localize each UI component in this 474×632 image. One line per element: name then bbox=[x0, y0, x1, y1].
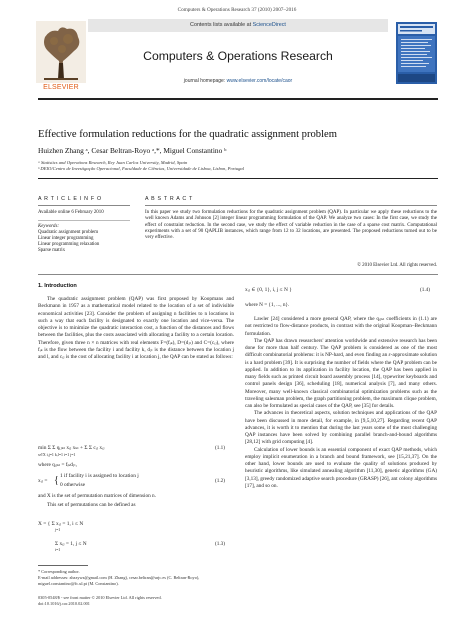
elsevier-wordmark: ELSEVIER bbox=[43, 84, 79, 91]
section-heading-introduction: 1. Introduction bbox=[38, 283, 77, 289]
sciencedirect-link[interactable]: ScienceDirect bbox=[252, 22, 286, 28]
keyword-item: Sparse matrix bbox=[38, 248, 66, 253]
email-addresses-note: E-mail addresses: zhzzywz@gmail.com (H. Zhang), cesar.beltran@urjc.es (C. Beltran-Royo), miguel.constantino@fc.ul.pt (M. Constantino). bbox=[38, 575, 200, 586]
paragraph-text: Calculation of lower bounds is an essential component of exact QAP methods, which employ implicit enumeration in a branch and bound framework, see [15,21,37]. On the other hand, lower bounds are used to evaluate the quality of solutions produced by heuristic algorithms, like simulated annealing algorithm [11,30], genetic algorithms (GA) [3,13], greedy randomized adaptive search procedure (GRASP) [26], ant colony algorithms [17], and so on. bbox=[245, 446, 438, 489]
abstract-copyright: © 2010 Elsevier Ltd. All rights reserved. bbox=[357, 263, 437, 268]
equation-number: (1.3) bbox=[215, 541, 225, 547]
where-q-definition: where qᵢⱼₖₗ = fᵢₖdⱼₗ, bbox=[38, 462, 77, 468]
equation-1-3-subscript: i=1 bbox=[55, 548, 61, 552]
article-info-heading: A R T I C L E I N F O bbox=[38, 196, 102, 202]
article-history-rule bbox=[38, 220, 130, 221]
affiliation-b: ᵇ DEIO/Centro de Investigação Operacional, Faculdade de Ciências, Universidade de Lisboa, Lisbon, Portugal bbox=[38, 166, 244, 171]
journal-title[interactable]: Computers & Operations Research bbox=[143, 49, 333, 63]
permutation-set-text: and X is the set of permutation matrices of dimension n. bbox=[38, 493, 156, 499]
corresponding-author-note: * Corresponding author. bbox=[38, 569, 80, 574]
right-paragraphs bbox=[245, 316, 437, 490]
intro-paragraph-1 bbox=[38, 296, 234, 361]
intro-paragraph-text: The quadratic assignment problem (QAP) was first proposed by Koopmans and Beckmann in 1957 as a mathematical model related to the location of a set of indivisible economical activities [23]. Consider the problem of assigning n facilities to n locations in such a way that each facility is designated to exactly one location and vice-versa. The objective is to minimize the quadratic interaction cost, a function of the distances and flows between the facilities, plus the costs associated with allocating a facility to a certain location. Therefore, given three n × n matrices with real elements F=(fᵢₖ), D=(dⱼₗ) and C=(cᵢⱼ), where fᵢₖ is the flow between the facility i and facility k, dⱼₗ is the distance between the location j and l, and cᵢⱼ is the cost of allocating facility i at location j, the QAP can be stated as follows: bbox=[38, 296, 234, 360]
title-block-rule bbox=[38, 178, 438, 179]
equation-1-3-row-1: X = { Σ xᵢⱼ = 1, i ≤ N bbox=[38, 521, 84, 527]
equation-1-4: xᵢⱼ ∈ {0, 1}, i, j ≤ N } bbox=[245, 287, 292, 293]
abstract-rule bbox=[145, 205, 437, 206]
equation-number: (1.1) bbox=[215, 445, 225, 451]
article-info-rule bbox=[38, 205, 130, 206]
abstract-bottom-rule bbox=[38, 274, 438, 275]
issn-line: 0305-0548/$ - see front matter © 2010 Elsevier Ltd. All rights reserved. bbox=[38, 595, 162, 600]
affiliation-a: ᵃ Statistics and Operations Research, Rey Juan Carlos University, Madrid, Spain bbox=[38, 160, 188, 165]
x-definition-lhs: xᵢⱼ = bbox=[38, 478, 48, 484]
footnote-rule bbox=[38, 565, 88, 566]
x-definition-case-1: 1 if facility i is assigned to location j bbox=[60, 473, 139, 479]
contents-bar bbox=[88, 19, 388, 32]
abstract-text: In this paper we study two formulation reductions for the quadratic assignment problem (QAP). In particular we apply these reductions to the well known Adams and Johnson [2] integer linear programming formulation of the QAP. We analyze two cases: In the first case, we study the effect of constraint reduction. In the second case, we study the effect of variable reduction in the case of a sparse cost matrix. Computational experiments with a set of 90 QAPLIB instances, which range from 12 to 32 locations, are presented. The proposed reductions turned out to be very effective. bbox=[145, 210, 437, 241]
keyword-item: Linear integer programming bbox=[38, 236, 94, 241]
keywords-label: Keywords: bbox=[38, 224, 60, 229]
running-head: Computers & Operations Research 37 (2010) 2007–2016 bbox=[177, 7, 297, 13]
homepage-prefix: journal homepage: bbox=[183, 78, 227, 84]
equation-1-1: min Σ Σ qᵢⱼₖₗ xᵢⱼ xₖₗ + Σ Σ cᵢⱼ xᵢⱼ bbox=[38, 445, 105, 451]
equation-1-3-row-2: Σ xᵢⱼ = 1, j ≤ N bbox=[55, 541, 87, 547]
where-n-definition: where N = {1, ..., n}. bbox=[245, 302, 290, 308]
journal-cover-image bbox=[396, 22, 437, 84]
journal-homepage bbox=[88, 78, 388, 84]
keyword-item: Linear programming relaxation bbox=[38, 242, 100, 247]
doi-line[interactable]: doi:10.1016/j.cor.2010.02.001 bbox=[38, 601, 90, 606]
equation-number: (1.4) bbox=[420, 287, 430, 293]
paragraph-text: The QAP has drawn researchers' attention worldwide and extensive research has been done for more than half century. The QAP problem is considered as one of the most difficult combinatorial problems: it is NP-hard, and even finding an ε-approximate solution is a hard problem [39]. It is surprising the number of fields where the QAP problem can be applied. In addition to its application in facility location, the QAP has been applied in many fields such as printed circuit board assembly process [14], typewriter keyboards and control panels design [36], scheduling [18], numerical analysis [7], and many others. Moreover, many well-known classical combinatorial optimization problems such as the traveling salesman problem, the graph partitioning problem, the maximum clique problem, can also be formulated as special cases of the QAP, see [35] for details. bbox=[245, 337, 437, 409]
keyword-item: Quadratic assignment problem bbox=[38, 230, 99, 235]
equation-number: (1.2) bbox=[215, 478, 225, 484]
article-available-date: Available online 6 February 2010 bbox=[38, 210, 104, 215]
permutation-define-text: This set of permutations can be defined as bbox=[47, 502, 136, 508]
contents-prefix: Contents lists available at bbox=[190, 22, 253, 28]
x-definition-case-2: 0 otherwise bbox=[60, 482, 86, 488]
header-bottom-rule bbox=[38, 98, 438, 100]
abstract-heading: A B S T R A C T bbox=[145, 196, 193, 202]
equation-1-1-subscripts: x∈X i,j=1 k,l=1 i=1 j=1 bbox=[38, 453, 76, 457]
equation-1-3-subscript: j=1 bbox=[55, 528, 61, 532]
homepage-link[interactable]: www.elsevier.com/locate/caor bbox=[226, 78, 293, 84]
paper-title: Effective formulation reductions for the quadratic assignment problem bbox=[38, 129, 337, 140]
left-brace: { bbox=[54, 475, 59, 486]
elsevier-tree-logo bbox=[36, 21, 86, 87]
author-list: Huizhen Zhang ᵃ, Cesar Beltran-Royo ᵃ,*, Miguel Constantino ᵇ bbox=[38, 146, 227, 155]
paragraph-text: Lawler [24] considered a more general QAP, where the qᵢⱼₖₗ coefficients in (1.1) are not restricted to flow-distance products, in contrast with the original Koopman–Beckmann formulation. bbox=[245, 316, 437, 337]
paragraph-text: The advances in theoretical aspects, solution techniques and applications of the QAP have been discussed in more detail, for example, in [9,5,10,27]. Regarding recent QAP advances, it is worth it to mention that during the last years some of the most challenging QAP instances have been solved by combining parallel branch-and-bound algorithms [28,12] with grid computing [4]. bbox=[245, 410, 437, 446]
